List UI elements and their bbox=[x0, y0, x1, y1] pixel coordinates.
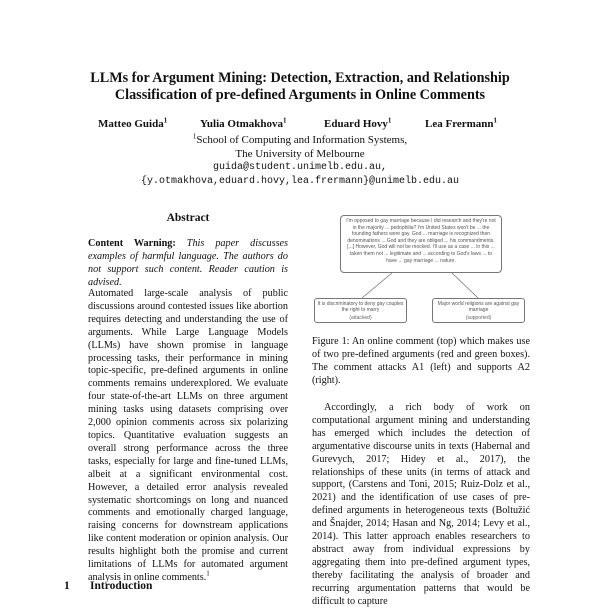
right-column-paragraph: Accordingly, a rich body of work on computational argument mining and understanding has emerged which includes the detection of argumentative discourse units in texts (Habernal and Gurevych, 2017; Hidey et al., 2017), the relationships of these units (in terms of attack and support, (Carstens and Toni, 2015; Ruiz-Dolz et al., 2021) and the identification of use cases of pre-defined arguments in heterogeneous texts (Boltužić and Šnajder, 2014; Hasan and Ng, 2014; Levy et al., 2014). This latter approach enables researchers to abstract away from individual expressions by aggregating them into pre-defined argument types, thereby facilitating the analysis of broader and recurring argumentation patterns that would be difficult to capture bbox=[312, 402, 530, 607]
argument-a1-tag: (attacked) bbox=[349, 315, 372, 322]
arrow-to-a2 bbox=[452, 273, 478, 298]
footnote-mark: 1 bbox=[206, 569, 210, 578]
paper-title bbox=[40, 70, 560, 104]
figure-comment-box: I'm opposed to gay marriage because I did research and they're not in the majority ... pedophilia? I'm United States won't be ... the founding fathers were gay. God ... marriage is recognized then denominations ... God and they are obliged ... his commandments. [...] However, God will not be mocked. I'll use as a case ... in this ... taken them not ... legitimate and ... according to God's laws ... to have ... gay marriage ... nature. bbox=[340, 215, 502, 273]
abstract-body bbox=[88, 288, 288, 585]
section-number: 1 bbox=[64, 580, 70, 592]
content-warning bbox=[88, 238, 288, 290]
author-2: Yulia Otmakhova$^1$ bbox=[200, 116, 287, 130]
argument-a1-text: It is discriminatory to deny gay couples the right to marry bbox=[317, 301, 404, 314]
figure-1 bbox=[312, 215, 530, 323]
affiliation-line-1: $^1$School of Computing and Information Systems, bbox=[192, 132, 408, 146]
affiliation-block bbox=[0, 133, 600, 189]
section-title: Introduction bbox=[90, 580, 153, 592]
argument-a2-tag: (supported) bbox=[465, 315, 492, 322]
figure-caption: Figure 1: An online comment (top) which makes use of two pre-defined arguments (red and green boxes). The comment attacks A1 (left) and supports A2 (right). bbox=[312, 336, 530, 386]
argument-a2-text: Major world religions are against gay marriage bbox=[437, 301, 520, 314]
email-line-2: {y.otmakhova,eduard.hovy,lea.frermann}@unimelb.edu.au bbox=[140, 176, 460, 187]
author-list bbox=[0, 118, 600, 132]
author-4: Lea Frermann$^1$ bbox=[425, 116, 498, 130]
abstract-text: Automated large-scale analysis of public discussions around contested issues like abortion requires detecting and understanding the use of arguments. While Large Language Models (LLMs) have shown promise in language processing tasks, their performance in mining topic-specific, pre-defined arguments in online comments remains underexplored. We evaluate four state-of-the-art LLMs on three argument mining tasks using datasets comprising over 2,000 opinion comments across six polarizing topics. Quantitative evaluation suggests an overall strong performance across the three tasks, especially for large and fine-tuned LLMs, albeit at a significant environmental cost. However, a detailed error analysis revealed systematic shortcomings on long and nuanced comments and emotionally charged language, raising concerns for downstream applications like content moderation or opinion analysis. Our results highlight both the promise and current limitations of LLMs for automated argument analysis in online comments. bbox=[88, 288, 288, 583]
paper-title-line-2: Classification of pre-defined Arguments in Online Comments bbox=[114, 87, 486, 103]
email-line-1: guida@student.unimelb.edu.au, bbox=[212, 162, 388, 173]
abstract-heading: Abstract bbox=[166, 212, 210, 224]
content-warning-text: This paper discusses examples of harmful language. The authors do not support such content. Reader caution is advised. bbox=[88, 238, 289, 288]
paper-title-line-1: LLMs for Argument Mining: Detection, Extraction, and Relationship bbox=[90, 70, 510, 86]
affiliation-line-2: The University of Melbourne bbox=[235, 148, 365, 160]
argument-a1-box bbox=[314, 298, 407, 323]
author-3: Eduard Hovy$^1$ bbox=[324, 116, 392, 130]
author-1: Matteo Guida$^1$ bbox=[98, 116, 168, 130]
section-heading-introduction bbox=[64, 580, 294, 592]
arrow-to-a1 bbox=[362, 273, 392, 298]
content-warning-label: Content Warning: bbox=[88, 238, 176, 249]
argument-a2-box bbox=[432, 298, 525, 323]
